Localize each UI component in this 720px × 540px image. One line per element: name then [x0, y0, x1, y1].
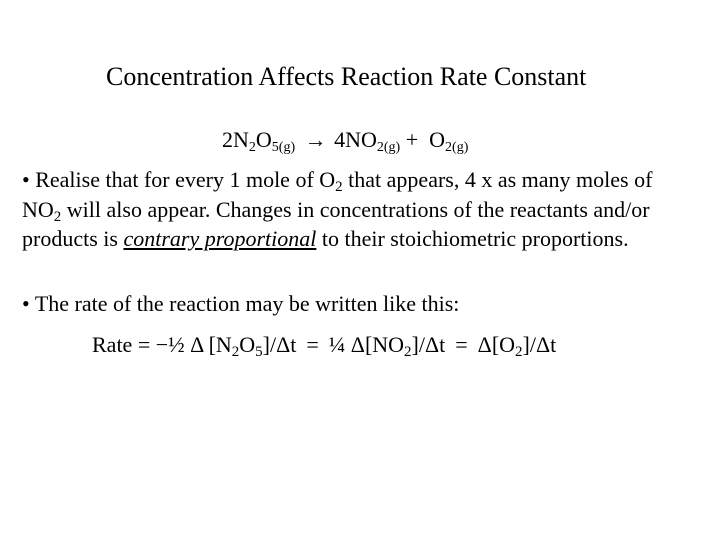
- rate-sub2: 5: [255, 344, 263, 360]
- rate-part4: ¼ Δ[NO: [328, 332, 405, 357]
- eq-product1-sub: 2(g): [376, 140, 401, 155]
- eq-reactant-sub2: 5(g): [271, 140, 296, 155]
- rate-part5: ]/Δt: [411, 332, 446, 357]
- eq-product1: 4NO: [334, 127, 377, 152]
- bullet-marker: •: [22, 167, 30, 192]
- eq-reactant: 2N: [222, 127, 249, 152]
- bullet1-text-c: will also appear. Changes in concentrations of the reactants and/or products is: [22, 196, 650, 251]
- bullet1-text-b: that appears, 4 x as many moles of NO: [22, 167, 653, 222]
- rate-part1: Rate = −½ Δ [N: [92, 332, 232, 357]
- right-arrow-icon: →: [304, 127, 327, 152]
- eq-reactant-sub1: 2: [248, 140, 256, 155]
- rate-part2: O: [239, 332, 256, 357]
- rate-part7: ]/Δt: [522, 332, 557, 357]
- rate-sub3: 2: [404, 344, 412, 360]
- bullet2-text: The rate of the reaction may be written like this:: [34, 291, 460, 316]
- rate-sub1: 2: [231, 344, 240, 360]
- bullet1-sub-a: 2: [335, 179, 343, 195]
- bullet1-text-d: to their stoichiometric proportions.: [316, 226, 629, 251]
- rate-equals-2: =: [455, 332, 468, 357]
- rate-equals-1: =: [306, 332, 319, 357]
- rate-law-expression: [92, 330, 556, 360]
- bullet-stoichiometry: [22, 165, 682, 254]
- eq-plus: +: [405, 127, 419, 152]
- rate-part3: ]/Δt: [262, 332, 297, 357]
- bullet1-sub-b: 2: [53, 208, 62, 225]
- eq-reactant-mid: O: [255, 127, 272, 152]
- bullet1-emphasis: contrary proportional: [123, 226, 317, 251]
- eq-product2-sub: 2(g): [445, 140, 469, 155]
- chemical-equation: [222, 125, 468, 155]
- rate-part6: Δ[O: [477, 332, 516, 357]
- bullet-marker: •: [22, 291, 30, 316]
- slide-title: Concentration Affects Reaction Rate Constant: [106, 62, 587, 91]
- rate-sub4: 2: [515, 344, 523, 360]
- eq-product2: O: [429, 127, 446, 152]
- bullet-rate-intro: [22, 289, 682, 319]
- bullet1-text-a: Realise that for every 1 mole of O: [35, 167, 336, 192]
